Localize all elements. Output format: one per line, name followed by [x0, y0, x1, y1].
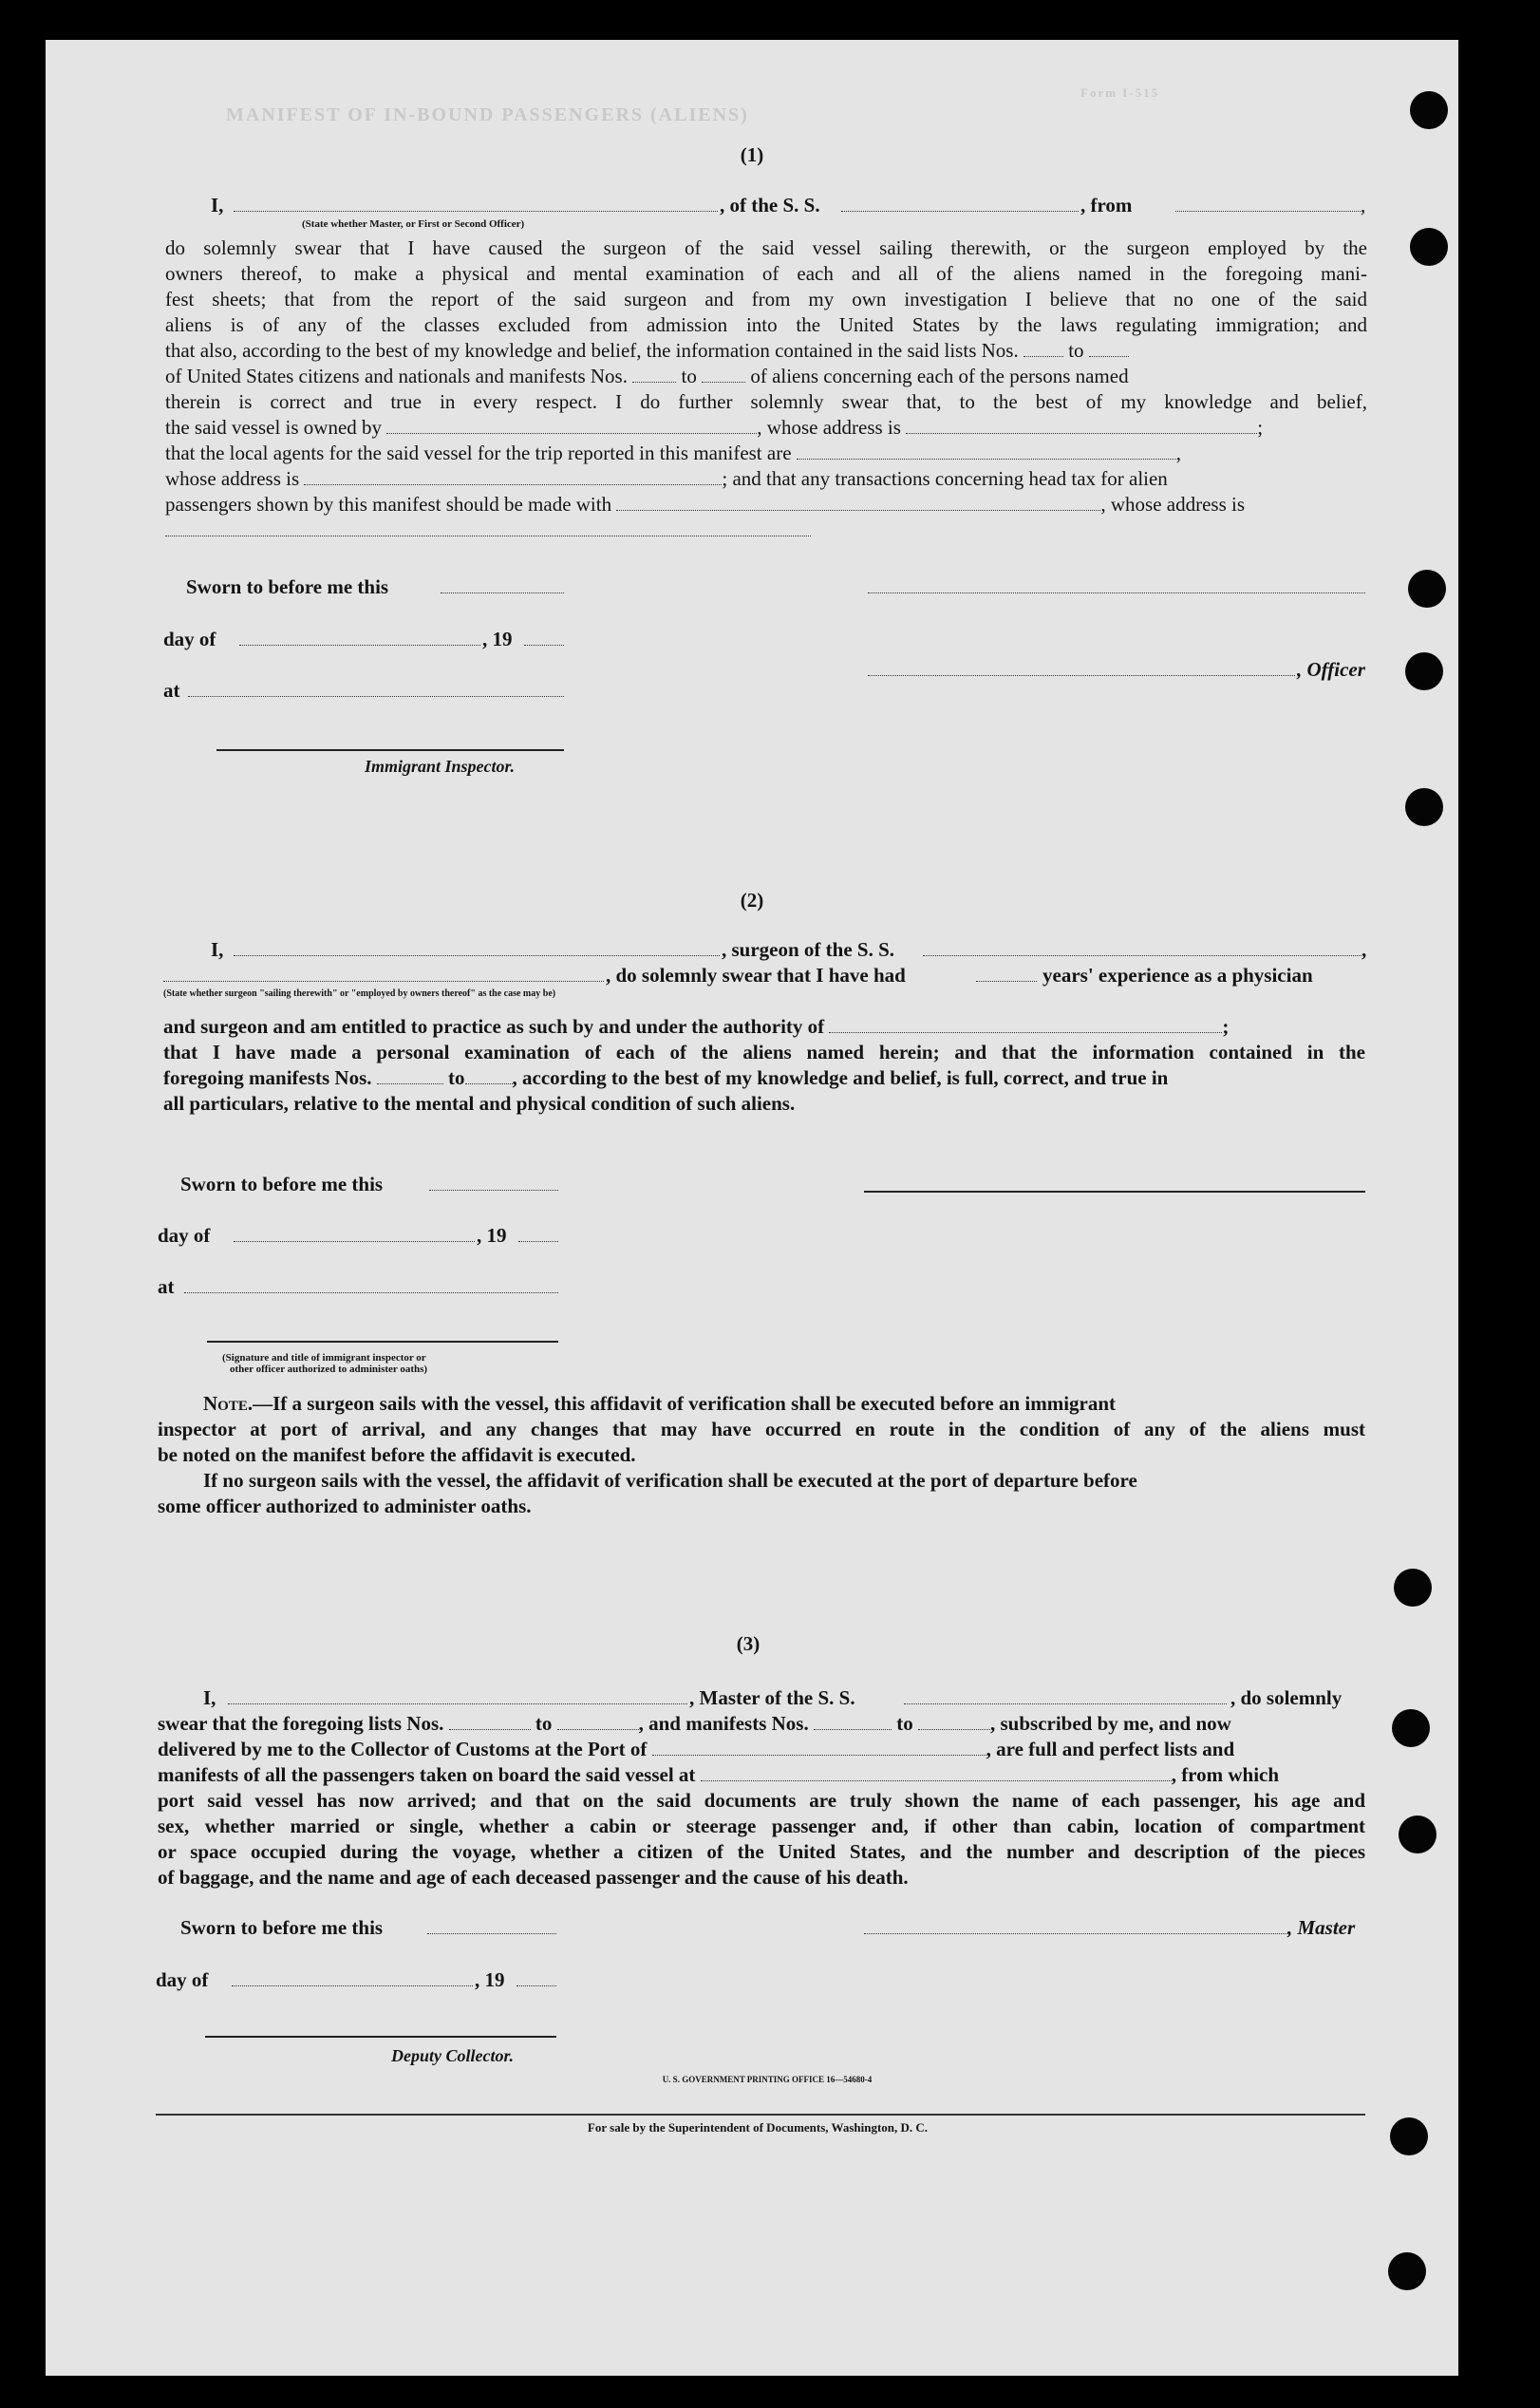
s1-agents-address-field[interactable] — [304, 480, 722, 485]
punch-hole — [1405, 652, 1443, 690]
s2-at-label: at — [158, 1275, 175, 1298]
s2-surgeon-name-field[interactable] — [234, 937, 720, 962]
s2-vessel-field[interactable] — [923, 937, 1362, 962]
s1-owner-address-field[interactable] — [906, 429, 1257, 434]
punch-hole — [1394, 1569, 1432, 1607]
s2-day-of-label: day of — [158, 1224, 211, 1247]
s2-surgeon-type-note: (State whether surgeon "sailing therewith" or "employed by owners thereof" as the case may be) — [163, 988, 556, 999]
s1-from-field[interactable]: , — [1175, 193, 1365, 217]
s1-day-of-label: day of — [163, 628, 216, 650]
s1-signature-line[interactable] — [868, 574, 1365, 599]
s3-sworn-label: Sworn to before me this — [180, 1916, 384, 1939]
s3-port-field[interactable] — [652, 1751, 986, 1756]
s1-inspector-label: Immigrant Inspector. — [365, 757, 516, 776]
s1-line-9: that the local agents for the said vessel for the trip reported in this manifest are , — [165, 442, 1182, 464]
section-3-number: (3) — [736, 1632, 761, 1655]
s3-embark-port-field[interactable] — [701, 1777, 1172, 1781]
footer-rule — [156, 2114, 1365, 2116]
s3-do-solemnly-label: , do solemnly — [1230, 1686, 1343, 1709]
s2-note-line-2: inspector at port of arrival, and any changes that may have occurred en route in the condition of any of the aliens must — [158, 1418, 1365, 1440]
gpo-imprint: U. S. GOVERNMENT PRINTING OFFICE 16—54680-4 — [662, 2075, 873, 2084]
s1-sworn-field[interactable] — [441, 574, 564, 599]
s1-officer-label: , Officer — [1297, 658, 1365, 681]
s3-master-ss-label: , Master of the S. S. — [689, 1686, 855, 1709]
punch-hole — [1410, 228, 1448, 266]
s3-vessel-field[interactable] — [904, 1685, 1227, 1710]
punch-hole — [1399, 1815, 1437, 1853]
s1-inspector-signature-line[interactable] — [216, 749, 564, 751]
manifest-form-page — [46, 40, 1458, 2376]
s2-sworn-label: Sworn to before me this — [180, 1173, 384, 1195]
s1-at-field[interactable] — [188, 678, 564, 703]
s3-line-2: delivered by me to the Collector of Customs at the Port of , are full and perfect lists and — [158, 1738, 1235, 1760]
s2-note-line-1: Note.—If a surgeon sails with the vessel, this affidavit of verification shall be executed before an immigrant — [203, 1392, 1117, 1415]
s1-manifests-to-field[interactable] — [702, 378, 745, 383]
punch-hole — [1410, 91, 1448, 129]
s1-nineteen-label: , 19 — [482, 628, 513, 650]
s2-note-line-5: some officer authorized to administer oaths. — [158, 1495, 532, 1517]
s1-officer-field[interactable] — [234, 193, 718, 217]
s3-lists-from-field[interactable] — [449, 1725, 531, 1730]
punch-hole — [1392, 1709, 1430, 1747]
s2-day-field[interactable] — [234, 1223, 475, 1248]
s3-line-3: manifests of all the passengers taken on board the said vessel at , from which — [158, 1763, 1280, 1786]
s2-at-field[interactable] — [184, 1274, 558, 1299]
s1-line-1: do solemnly swear that I have caused the surgeon of the said vessel sailing therewith, or the surgeon employed by the — [165, 236, 1367, 259]
s1-manifests-from-field[interactable] — [632, 378, 676, 383]
s1-line-6: of United States citizens and nationals and manifests Nos. to of aliens concerning each of the persons named — [165, 365, 1129, 387]
s3-manifests-from-field[interactable] — [814, 1725, 892, 1730]
s2-years-label: years' experience as a physician — [1042, 964, 1313, 987]
s3-line-6: or space occupied during the voyage, whether a citizen of the United States, and the number and description of the pieces — [158, 1840, 1365, 1863]
s1-lists-to-field[interactable] — [1089, 352, 1129, 357]
s1-owner-field[interactable] — [386, 429, 757, 434]
s3-master-signature-field[interactable] — [864, 1915, 1287, 1940]
s2-signature-note-1: (Signature and title of immigrant inspector or — [222, 1352, 426, 1364]
s1-line-4: aliens is of any of the classes excluded from admission into the United States by the laws regulating immigration; and — [165, 313, 1367, 336]
s3-year-field[interactable] — [516, 1967, 556, 1992]
s1-day-field[interactable] — [239, 627, 480, 651]
s3-sworn-field[interactable] — [427, 1915, 556, 1940]
s2-line-4: all particulars, relative to the mental and physical condition of such aliens. — [163, 1092, 796, 1115]
s2-manifest-to-field[interactable] — [465, 1080, 513, 1084]
s2-note-line-3: be noted on the manifest before the affidavit is executed. — [158, 1443, 636, 1466]
s2-sworn-field[interactable] — [429, 1172, 558, 1196]
s2-manifest-from-field[interactable] — [377, 1080, 443, 1084]
punch-hole — [1388, 2252, 1426, 2290]
s1-line-3: fest sheets; that from the report of the said surgeon and from my own investigation I believe that no one of the said — [165, 288, 1367, 310]
s3-lists-to-field[interactable] — [557, 1725, 639, 1730]
s1-lists-from-field[interactable] — [1024, 352, 1063, 357]
s2-years-field[interactable] — [976, 963, 1037, 988]
s3-day-field[interactable] — [232, 1967, 473, 1992]
s2-surgeon-label: , surgeon of the S. S. — [722, 938, 895, 961]
s1-address-line-field[interactable] — [165, 517, 811, 542]
section-2-number: (2) — [740, 889, 764, 912]
s1-agents-field[interactable] — [797, 455, 1176, 460]
s1-line-2: owners thereof, to make a physical and mental examination of each and all of the aliens named in the foregoing mani- — [165, 262, 1367, 285]
bleed-through-header: MANIFEST OF IN-BOUND PASSENGERS (ALIENS) — [226, 104, 749, 125]
s2-line-2: that I have made a personal examination of each of the aliens named herein; and that the information contained in the — [163, 1041, 1365, 1063]
punch-hole — [1390, 2117, 1428, 2155]
s2-inspector-signature-line[interactable] — [207, 1341, 558, 1343]
s2-comma: , — [1362, 938, 1367, 961]
s3-deputy-label: Deputy Collector. — [391, 2046, 514, 2065]
s1-line-5: that also, according to the best of my knowledge and belief, the information contained in the said lists Nos. to — [165, 338, 1129, 363]
s1-line-10: whose address is ; and that any transactions concerning head tax for alien — [165, 467, 1168, 490]
s1-head-tax-field[interactable] — [616, 506, 1100, 511]
s1-line-8: the said vessel is owned by , whose address is ; — [165, 416, 1264, 439]
s3-line-5: sex, whether married or single, whether a cabin or steerage passenger and, if other than cabin, location of compartment — [158, 1815, 1365, 1837]
s1-sworn-label: Sworn to before me this — [186, 575, 389, 598]
s1-year-field[interactable] — [524, 627, 564, 651]
s1-officer-note: (State whether Master, or First or Second Officer) — [302, 218, 525, 230]
s3-line-4: port said vessel has now arrived; and that on the said documents are truly shown the name of each passenger, his age and — [158, 1789, 1365, 1812]
s3-line-1: swear that the foregoing lists Nos. to , and manifests Nos. to , subscribed by me, and now — [158, 1712, 1231, 1735]
s1-officer-signature-field[interactable] — [868, 657, 1295, 682]
s3-line-7: of baggage, and the name and age of each deceased passenger and the cause of his death. — [158, 1866, 909, 1889]
s2-nineteen-label: , 19 — [477, 1224, 507, 1247]
for-sale-line: For sale by the Superintendent of Documents, Washington, D. C. — [587, 2120, 929, 2135]
s2-signature-line[interactable] — [864, 1191, 1365, 1193]
s1-vessel-field[interactable] — [841, 193, 1079, 217]
s2-line-3: foregoing manifests Nos. to , according to the best of my knowledge and belief, is full, correct, and true in — [163, 1066, 1169, 1089]
s1-line-11: passengers shown by this manifest should be made with , whose address is — [165, 493, 1246, 516]
s1-i: I, — [211, 194, 224, 216]
s1-of-ss-label: , of the S. S. — [720, 194, 820, 216]
s3-manifests-to-field[interactable] — [918, 1725, 990, 1730]
s3-i: I, — [203, 1686, 216, 1709]
s1-from-label: , from — [1080, 194, 1133, 216]
s2-authority-field[interactable] — [829, 1028, 1222, 1033]
s2-year-field[interactable] — [518, 1223, 558, 1248]
s3-nineteen-label: , 19 — [475, 1968, 505, 1991]
s3-master-label: , Master — [1287, 1916, 1356, 1939]
s2-i: I, — [211, 938, 224, 961]
section-1-number: (1) — [740, 143, 764, 166]
s1-at-label: at — [163, 679, 180, 702]
s2-signature-note-2: other officer authorized to administer oaths) — [230, 1364, 428, 1375]
s1-line-7: therein is correct and true in every respect. I do further solemnly swear that, to the best of my knowledge and belief, — [165, 390, 1367, 413]
bleed-through-form-number: Form I-515 — [1080, 85, 1160, 100]
s2-line-1: and surgeon and am entitled to practice as such by and under the authority of ; — [163, 1015, 1230, 1038]
punch-hole — [1408, 570, 1446, 608]
s2-surgeon-type-field[interactable] — [163, 963, 604, 988]
punch-hole — [1405, 788, 1443, 826]
s3-day-of-label: day of — [156, 1968, 209, 1991]
s2-swear-label: , do solemnly swear that I have had — [606, 964, 906, 987]
s3-deputy-signature-line[interactable] — [205, 2036, 556, 2038]
s2-note-line-4: If no surgeon sails with the vessel, the affidavit of verification shall be executed at the port of departure before — [203, 1469, 1137, 1492]
s3-master-name-field[interactable] — [228, 1685, 687, 1710]
